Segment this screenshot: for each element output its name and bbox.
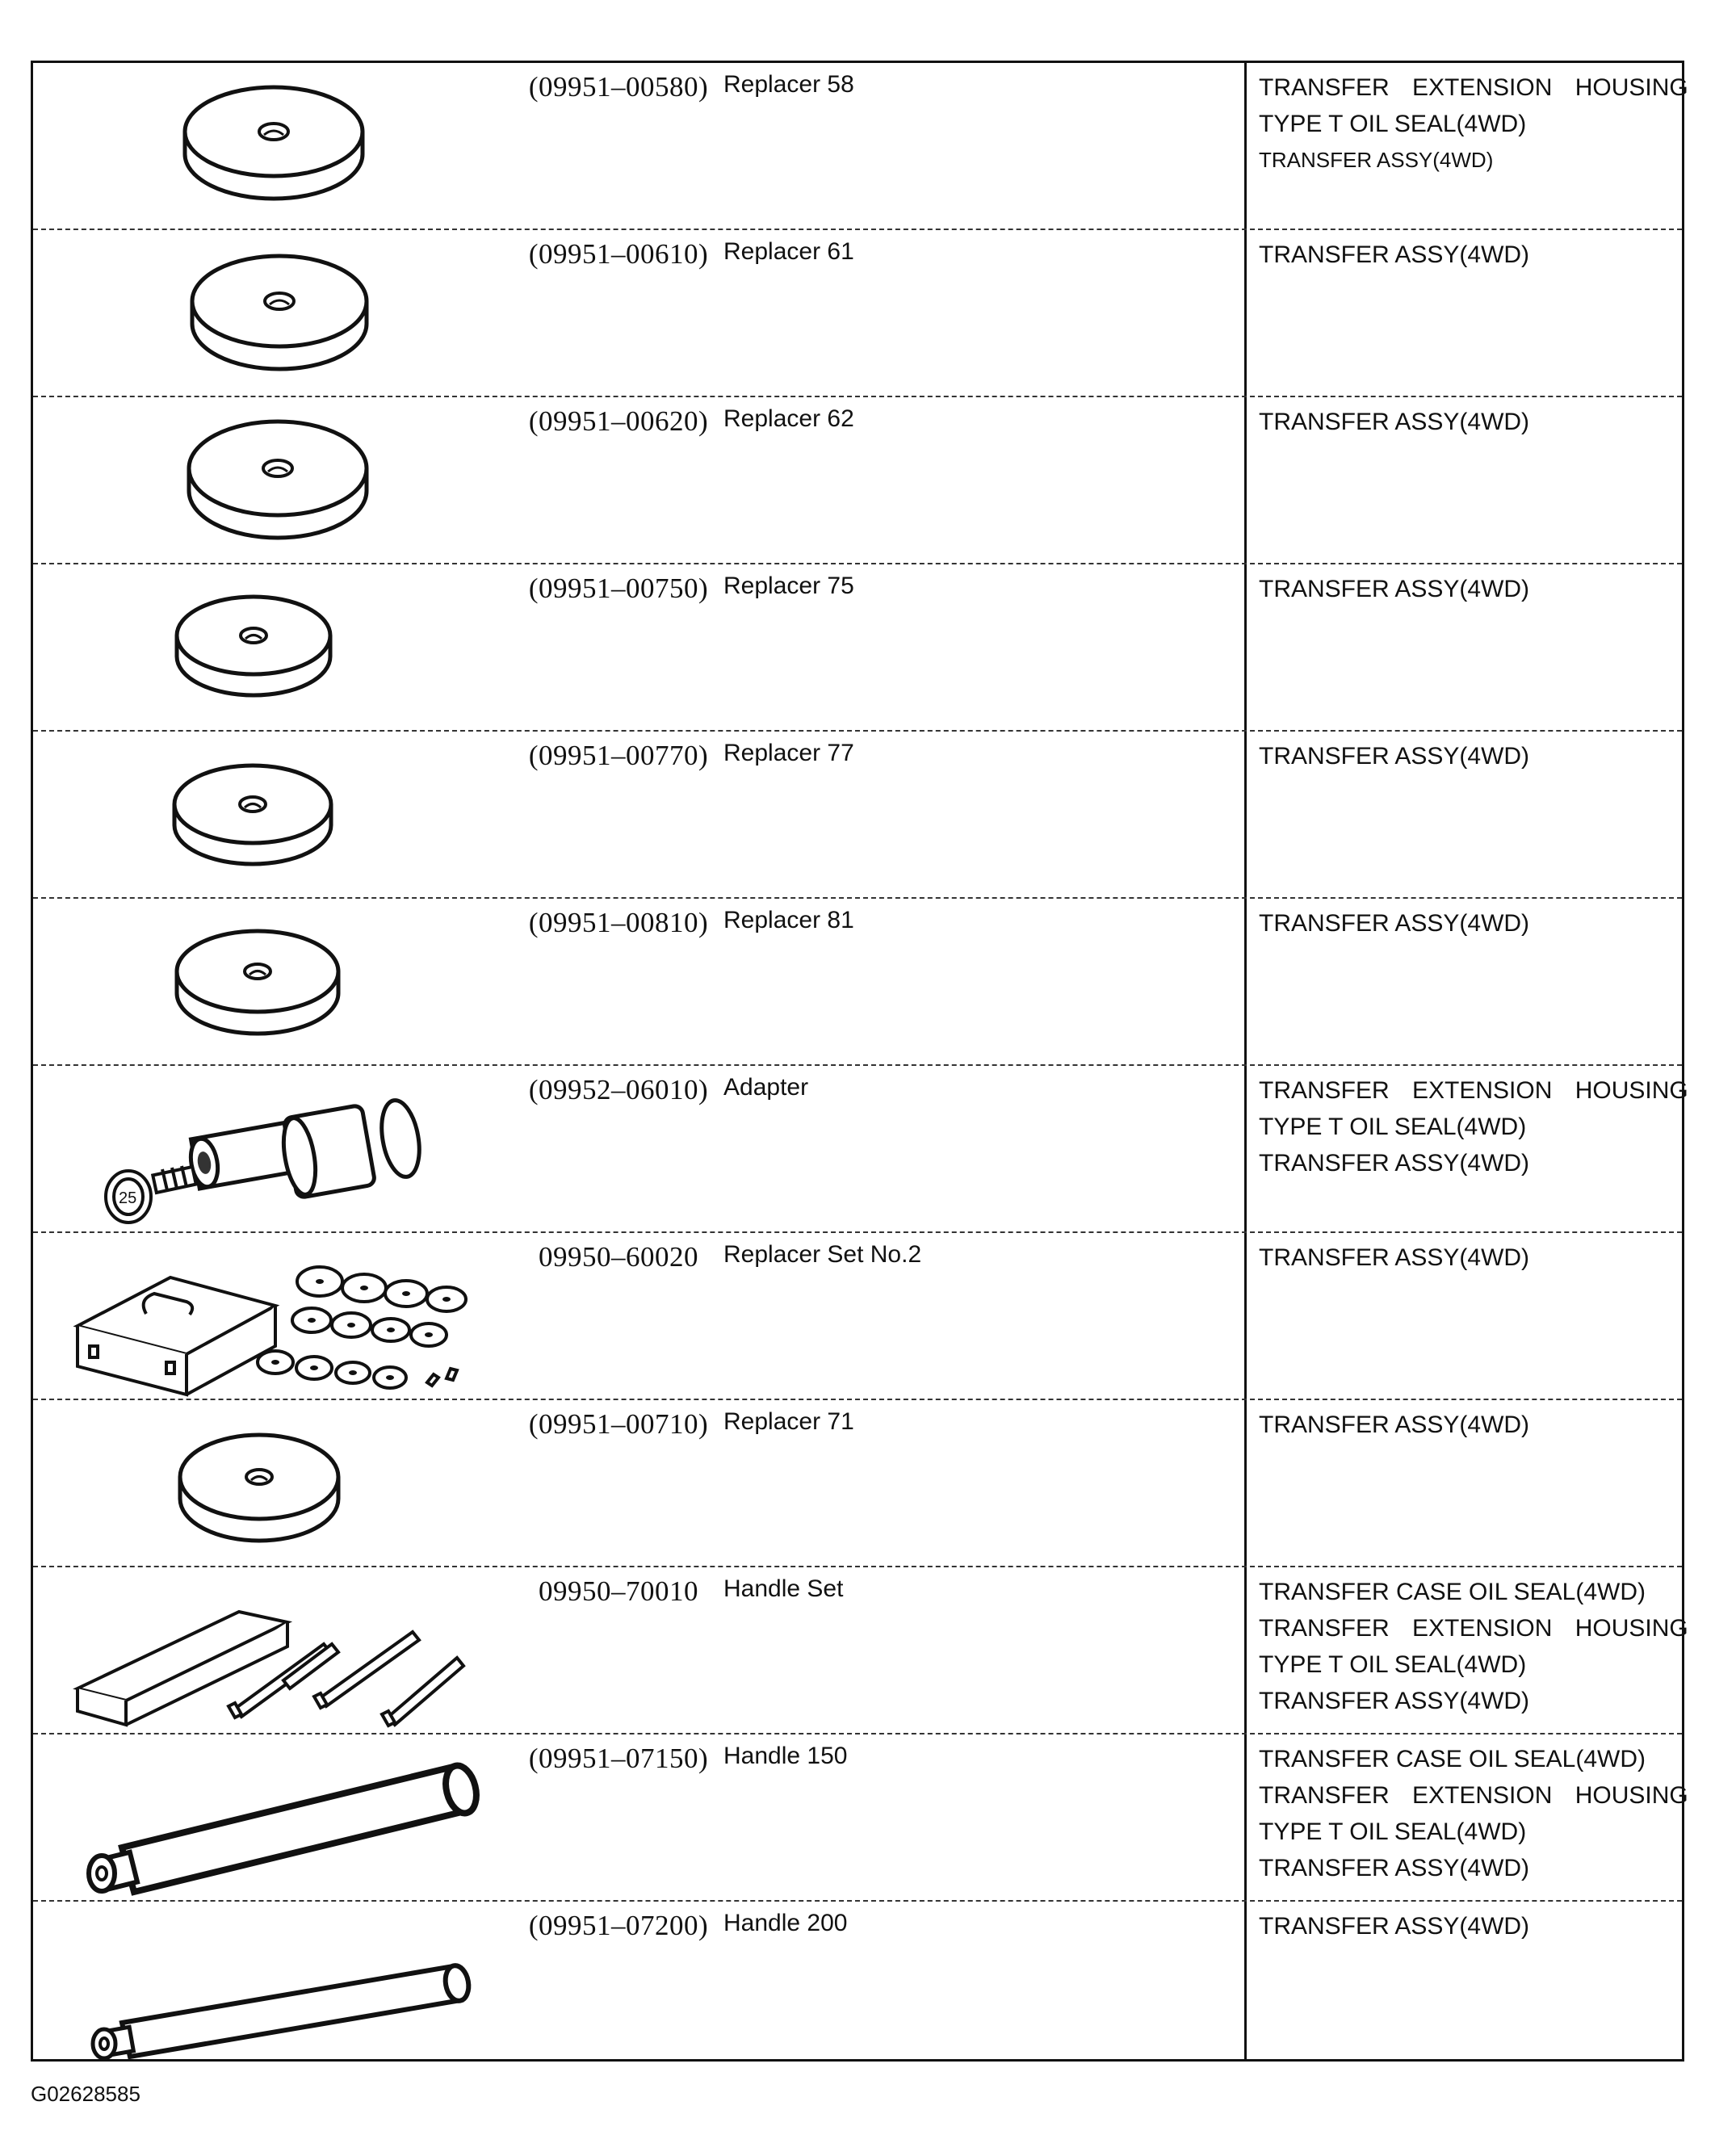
disc-replacer-icon bbox=[33, 230, 518, 397]
usage-item: TRANSFER ASSY(4WD) bbox=[1259, 148, 1494, 172]
tool-name: Replacer 75 bbox=[723, 573, 854, 599]
usage-list bbox=[1259, 1574, 1688, 1719]
usage-item: TYPE T OIL SEAL(4WD) bbox=[1259, 1818, 1527, 1845]
table-row bbox=[33, 63, 1688, 230]
replacer-set-case-icon bbox=[33, 1233, 518, 1400]
part-number: 09950–70010 bbox=[539, 1575, 698, 1607]
tool-name: Handle 200 bbox=[723, 1910, 848, 1936]
disc-replacer-icon bbox=[33, 63, 518, 230]
usage-item: TYPE T OIL SEAL(4WD) bbox=[1259, 1651, 1527, 1678]
table-row bbox=[33, 564, 1682, 732]
usage-item: TRANSFER EXTENSION HOUSING bbox=[1259, 1077, 1688, 1104]
usage-item: TRANSFER ASSY(4WD) bbox=[1259, 576, 1530, 602]
table-row bbox=[33, 1567, 1688, 1734]
special-tools-table bbox=[31, 61, 1688, 2062]
usage-item: TYPE T OIL SEAL(4WD) bbox=[1259, 1114, 1527, 1140]
disc-replacer-icon bbox=[33, 899, 518, 1066]
usage-item: TRANSFER ASSY(4WD) bbox=[1259, 241, 1530, 268]
part-number: (09951–00810) bbox=[528, 907, 709, 938]
usage-list bbox=[1259, 404, 1679, 440]
table-row bbox=[33, 1233, 1682, 1400]
table-row bbox=[33, 1902, 1682, 2064]
table-row bbox=[33, 1400, 1682, 1567]
part-number: (09951–00770) bbox=[528, 740, 709, 771]
usage-item: TRANSFER ASSY(4WD) bbox=[1259, 910, 1530, 937]
usage-item: TRANSFER ASSY(4WD) bbox=[1259, 1913, 1530, 1940]
usage-list bbox=[1259, 237, 1679, 273]
table-row bbox=[33, 230, 1682, 397]
usage-item: TRANSFER ASSY(4WD) bbox=[1259, 1244, 1530, 1271]
disc-replacer-icon bbox=[33, 732, 518, 899]
part-number: (09951–00750) bbox=[528, 573, 709, 604]
usage-item: TRANSFER ASSY(4WD) bbox=[1259, 743, 1530, 770]
usage-item: TRANSFER ASSY(4WD) bbox=[1259, 1855, 1530, 1881]
handle-set-icon bbox=[33, 1567, 518, 1734]
bolt-stamp: 25 bbox=[119, 1189, 137, 1207]
handle-bar-icon bbox=[33, 1734, 518, 1902]
part-number: 09950–60020 bbox=[539, 1241, 698, 1273]
part-number: (09951–00620) bbox=[528, 405, 709, 437]
usage-list bbox=[1259, 1407, 1679, 1443]
tool-name: Adapter bbox=[723, 1074, 809, 1101]
usage-item: TRANSFER EXTENSION HOUSING bbox=[1259, 74, 1688, 101]
usage-list bbox=[1259, 905, 1679, 942]
table-row bbox=[33, 899, 1682, 1066]
usage-item: TRANSFER ASSY(4WD) bbox=[1259, 1411, 1530, 1438]
table-row bbox=[33, 1066, 1688, 1233]
figure-code: G02628585 bbox=[31, 2082, 140, 2106]
usage-list bbox=[1259, 1741, 1688, 1886]
tool-name: Replacer 61 bbox=[723, 238, 854, 265]
usage-item: TRANSFER EXTENSION HOUSING bbox=[1259, 1782, 1688, 1809]
table-row bbox=[33, 1734, 1688, 1902]
tool-name: Replacer 58 bbox=[723, 71, 854, 98]
usage-item: TRANSFER ASSY(4WD) bbox=[1259, 1150, 1530, 1177]
tool-name: Replacer 77 bbox=[723, 740, 854, 766]
tool-name: Replacer 62 bbox=[723, 405, 854, 432]
part-number: (09951–00580) bbox=[528, 71, 709, 103]
part-number: (09952–06010) bbox=[528, 1074, 709, 1105]
usage-item: TRANSFER CASE OIL SEAL(4WD) bbox=[1259, 1579, 1646, 1605]
usage-item: TYPE T OIL SEAL(4WD) bbox=[1259, 111, 1527, 137]
table-row bbox=[33, 397, 1682, 564]
handle-bar-icon bbox=[33, 1902, 518, 2069]
disc-replacer-icon bbox=[33, 397, 518, 564]
usage-list bbox=[1259, 69, 1688, 178]
part-number: (09951–00610) bbox=[528, 238, 709, 270]
usage-list bbox=[1259, 1908, 1679, 1944]
tool-name: Replacer Set No.2 bbox=[723, 1241, 922, 1268]
usage-list bbox=[1259, 571, 1679, 607]
usage-item: TRANSFER CASE OIL SEAL(4WD) bbox=[1259, 1746, 1646, 1772]
disc-replacer-icon bbox=[33, 1400, 518, 1567]
tool-name: Handle Set bbox=[723, 1575, 844, 1602]
usage-item: TRANSFER ASSY(4WD) bbox=[1259, 1688, 1530, 1714]
usage-item: TRANSFER EXTENSION HOUSING bbox=[1259, 1615, 1688, 1642]
tool-name: Handle 150 bbox=[723, 1743, 848, 1769]
tool-name: Replacer 81 bbox=[723, 907, 854, 933]
usage-list bbox=[1259, 1239, 1679, 1276]
part-number: (09951–07150) bbox=[528, 1743, 709, 1774]
usage-list bbox=[1259, 1072, 1688, 1181]
tool-name: Replacer 71 bbox=[723, 1408, 854, 1435]
part-number: (09951–07200) bbox=[528, 1910, 709, 1941]
table-row bbox=[33, 732, 1682, 899]
adapter-bolt-icon bbox=[33, 1066, 518, 1233]
usage-item: TRANSFER ASSY(4WD) bbox=[1259, 409, 1530, 435]
disc-replacer-icon bbox=[33, 564, 518, 732]
part-number: (09951–00710) bbox=[528, 1408, 709, 1440]
usage-list bbox=[1259, 738, 1679, 774]
